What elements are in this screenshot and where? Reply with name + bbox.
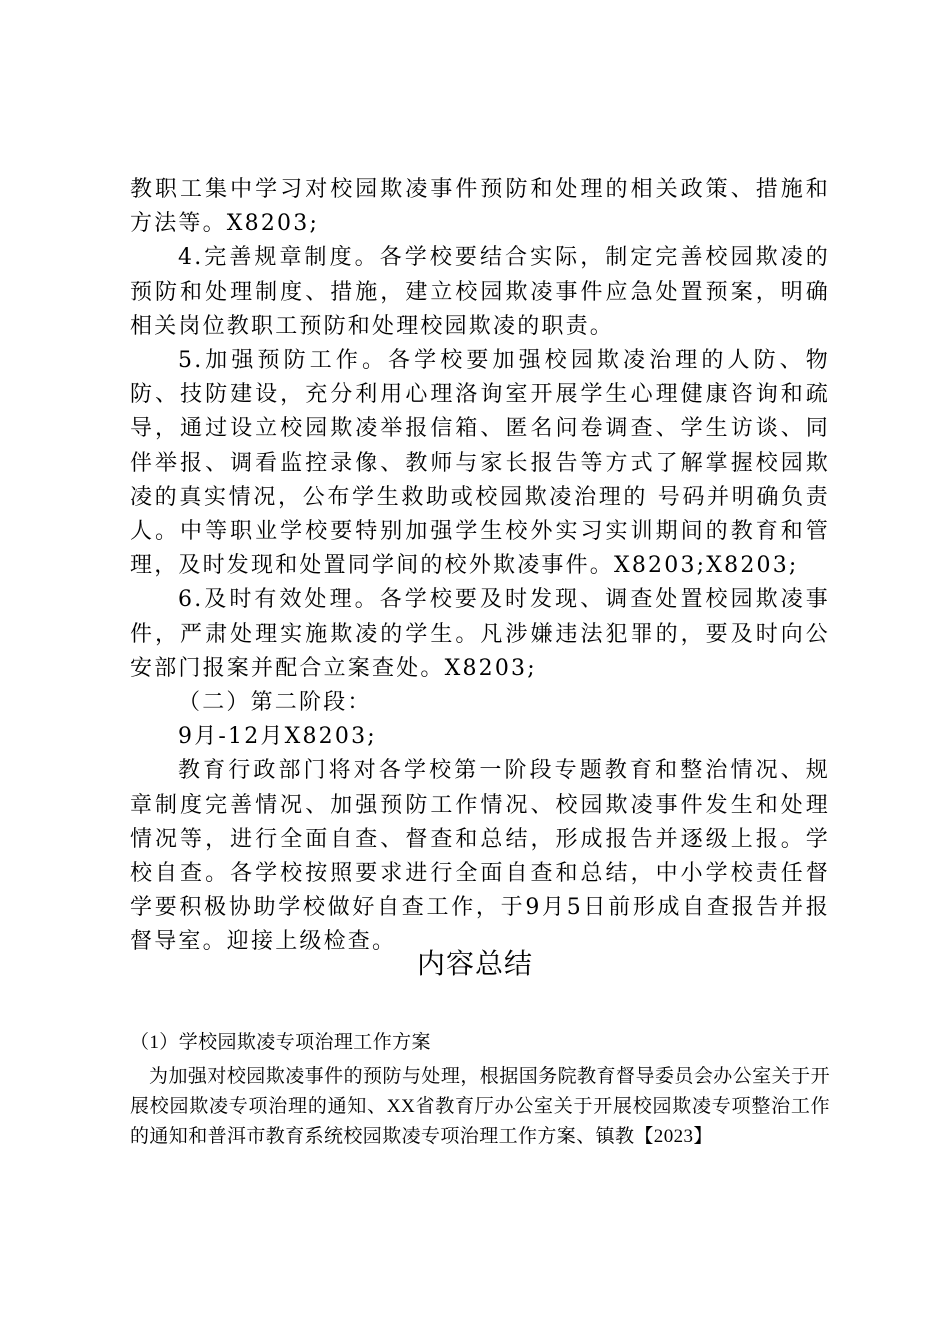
summary-heading: 内容总结 [416,947,533,980]
body-paragraph-2: 4.完善规章制度。各学校要结合实际，制定完善校园欺凌的预防和处理制度、措施，建立校园欺凌事件应急处置预案，明确相关岗位教职工预防和处理校园欺凌的职责。 [130,245,830,339]
summary-subtitle: （1）学校园欺凌专项治理工作方案 [130,1032,431,1053]
stage-two-date: 9月-12月X8203; [178,724,377,750]
document-body [130,173,830,960]
section-heading-stage-two: （二）第二阶段： [178,690,372,716]
summary-section [130,1028,830,1152]
body-paragraph-5: 教育行政部门将对各学校第一阶段专题教育和整治情况、规章制度完善情况、加强预防工作情况、校园欺凌事件发生和处理情况等，进行全面自查、督查和总结，形成报告并逐级上报。学校自查。各学校按照要求进行全面自查和总结，中小学校责任督学要积极协助学校做好自查工作，于9月5日前形成自查报告并报督导室。迎接上级检查。 [130,758,830,955]
body-paragraph-3: 5.加强预防工作。各学校要加强校园欺凌治理的人防、物防、技防建设，充分利用心理洛询室开展学生心理健康咨询和疏导，通过设立校园欺凌举报信箱、匿名问卷调查、学生访谈、同伴举报、调看监控录像、教师与家长报告等方式了解掌握校园欺凌的真实情况，公布学生救助或校园欺凌治理的 号码并明确负责人。中等职业学校要特别加强学生校外实习实训期间的教育和管理，及时发现和处置同学间的校外欺凌事件。X8203;X8203; [130,348,830,579]
summary-paragraph: 为加强对校园欺凌事件的预防与处理，根据国务院教育督导委员会办公室关于开展校园欺凌专项治理的通知、XX省教育厅办公室关于开展校园欺凌专项整治工作的通知和普洱市教育系统校园欺凌专项治理工作方案、镇教【2023】 [130,1066,830,1147]
body-paragraph-1: 教职工集中学习对校园欺凌事件预防和处理的相关政策、措施和方法等。X8203; [130,177,830,237]
body-paragraph-4: 6.及时有效处理。各学校要及时发现、调查处置校园欺凌事件，严肃处理实施欺凌的学生。凡涉嫌违法犯罪的，要及时向公安部门报案并配合立案查处。X8203; [130,587,830,681]
